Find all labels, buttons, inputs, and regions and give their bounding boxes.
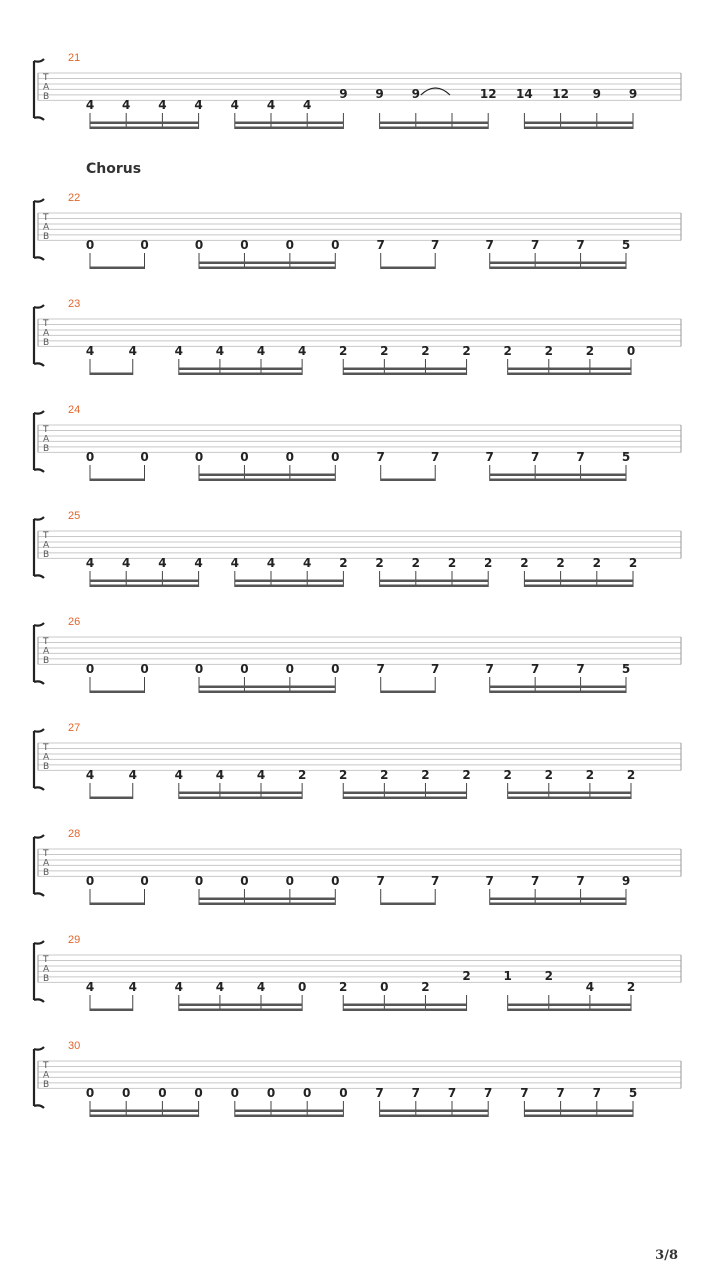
fret-number: 1 — [503, 969, 512, 983]
fret-number: 4 — [303, 556, 312, 570]
tab-letter-b: B — [43, 974, 50, 984]
fret-number: 2 — [544, 969, 553, 983]
fret-number: 7 — [447, 1086, 457, 1100]
fret-number: 4 — [256, 344, 266, 358]
fret-number: 7 — [485, 238, 494, 252]
fret-number: 12 — [479, 87, 497, 101]
tab-system-30 — [34, 1040, 681, 1117]
fret-number: 7 — [431, 450, 440, 464]
fret-number: 4 — [297, 344, 307, 358]
tab-letter-t: T — [43, 531, 49, 541]
beam — [90, 903, 145, 906]
fret-number: 4 — [303, 98, 312, 112]
tab-letter-b: B — [43, 92, 50, 102]
fret-number: 7 — [556, 1086, 565, 1100]
bar-number: 22 — [68, 192, 81, 204]
fret-number: 4 — [128, 344, 137, 358]
fret-number: 2 — [462, 768, 471, 782]
fret-number: 7 — [530, 662, 540, 676]
beam — [380, 122, 489, 125]
fret-number: 2 — [626, 980, 636, 994]
beam — [90, 1009, 133, 1012]
fret-number: 2 — [380, 768, 389, 782]
tab-letter-a: A — [43, 434, 50, 445]
fret-number: 0 — [331, 450, 340, 464]
fret-number: 7 — [431, 238, 440, 252]
fret-number: 7 — [485, 450, 494, 464]
fret-number: 2 — [556, 556, 565, 570]
beam — [90, 585, 199, 588]
beam — [343, 797, 466, 800]
fret-number: 0 — [140, 662, 149, 676]
beam — [490, 262, 626, 265]
fret-number: 0 — [240, 662, 249, 676]
page-number: 3/8 — [655, 1248, 678, 1263]
beam — [235, 580, 344, 583]
beam — [380, 1115, 489, 1118]
fret-number: 2 — [462, 969, 471, 983]
tab-letter-t: T — [43, 849, 49, 859]
beam — [199, 898, 335, 901]
beam — [179, 368, 302, 371]
fret-number: 0 — [285, 874, 295, 888]
fret-number: 2 — [421, 768, 430, 782]
fret-number: 0 — [285, 450, 295, 464]
fret-number: 7 — [530, 874, 540, 888]
tab-letter-b: B — [43, 232, 50, 242]
beam — [490, 903, 626, 906]
beam — [381, 479, 436, 482]
beam — [90, 479, 145, 482]
fret-number: 0 — [303, 1086, 312, 1100]
beam — [381, 691, 436, 694]
fret-number: 0 — [331, 874, 340, 888]
fret-number: 4 — [266, 556, 276, 570]
beam — [380, 1110, 489, 1113]
fret-number: 0 — [285, 238, 295, 252]
beam — [524, 1115, 633, 1118]
tab-letter-a: A — [43, 82, 50, 93]
beam — [343, 373, 466, 376]
fret-number: 2 — [339, 980, 348, 994]
fret-number: 7 — [576, 238, 585, 252]
fret-number: 2 — [297, 768, 307, 782]
fret-number: 0 — [85, 662, 95, 676]
fret-number: 4 — [158, 556, 167, 570]
fret-number: 0 — [194, 1086, 203, 1100]
fret-number: 7 — [485, 662, 494, 676]
fret-number: 4 — [215, 768, 225, 782]
fret-number: 0 — [140, 238, 149, 252]
tab-letter-a: A — [43, 222, 50, 233]
beam — [235, 127, 344, 130]
fret-number: 5 — [628, 1086, 638, 1100]
fret-number: 2 — [462, 344, 471, 358]
fret-number: 2 — [628, 556, 638, 570]
fret-number: 0 — [122, 1086, 131, 1100]
fret-number: 4 — [256, 768, 266, 782]
bar-number: 26 — [68, 616, 81, 628]
tab-letter-a: A — [43, 752, 50, 763]
fret-number: 4 — [194, 556, 203, 570]
fret-number: 7 — [576, 450, 585, 464]
tab-letter-t: T — [43, 213, 49, 223]
tab-letter-b: B — [43, 656, 50, 666]
fret-number: 5 — [621, 238, 631, 252]
beam — [179, 1004, 302, 1007]
tab-letter-b: B — [43, 338, 50, 348]
fret-number: 7 — [431, 874, 440, 888]
tab-system-27 — [34, 722, 681, 799]
beam — [179, 792, 302, 795]
fret-number: 2 — [411, 556, 420, 570]
beam — [199, 262, 335, 265]
fret-number: 0 — [266, 1086, 276, 1100]
beam — [179, 1009, 302, 1012]
beam — [508, 792, 631, 795]
fret-number: 4 — [215, 980, 225, 994]
beam — [90, 122, 199, 125]
tab-system-21 — [34, 52, 681, 129]
fret-number: 0 — [194, 874, 204, 888]
beam — [199, 691, 335, 694]
fret-number: 9 — [621, 874, 631, 888]
beam — [179, 797, 302, 800]
fret-number: 7 — [530, 450, 540, 464]
tab-letter-b: B — [43, 762, 50, 772]
fret-number: 0 — [230, 1086, 239, 1100]
bar-number: 24 — [68, 404, 81, 416]
beam — [90, 1110, 199, 1113]
fret-number: 9 — [375, 87, 384, 101]
fret-number: 2 — [484, 556, 493, 570]
beam — [381, 903, 436, 906]
beam — [343, 1004, 466, 1007]
tab-letter-t: T — [43, 637, 49, 647]
beam — [524, 122, 633, 125]
beam — [343, 792, 466, 795]
beam — [490, 479, 626, 482]
beam — [235, 585, 344, 588]
fret-number: 0 — [297, 980, 307, 994]
fret-number: 4 — [230, 556, 239, 570]
tab-system-29 — [34, 934, 681, 1011]
fret-number: 7 — [375, 1086, 384, 1100]
beam — [380, 580, 489, 583]
fret-number: 4 — [85, 556, 95, 570]
fret-number: 0 — [339, 1086, 348, 1100]
beam — [90, 373, 133, 376]
tab-letter-a: A — [43, 1070, 50, 1081]
fret-number: 2 — [585, 768, 595, 782]
fret-number: 4 — [122, 556, 131, 570]
fret-number: 7 — [576, 874, 585, 888]
fret-number: 4 — [85, 344, 95, 358]
fret-number: 2 — [592, 556, 601, 570]
fret-number: 0 — [240, 874, 249, 888]
beam — [343, 368, 466, 371]
fret-number: 0 — [85, 874, 95, 888]
bar-number: 25 — [68, 510, 81, 522]
fret-number: 9 — [339, 87, 348, 101]
fret-number: 0 — [140, 874, 149, 888]
fret-number: 2 — [339, 344, 348, 358]
fret-number: 4 — [266, 98, 276, 112]
fret-number: 4 — [85, 980, 95, 994]
fret-number: 4 — [585, 980, 595, 994]
beam — [508, 797, 631, 800]
tab-letter-a: A — [43, 540, 50, 551]
fret-number: 2 — [339, 768, 348, 782]
fret-number: 2 — [447, 556, 457, 570]
beam — [179, 373, 302, 376]
fret-number: 0 — [85, 450, 95, 464]
beam — [343, 1009, 466, 1012]
bar-number: 28 — [68, 828, 81, 840]
beam — [199, 267, 335, 270]
fret-number: 0 — [194, 450, 204, 464]
beam — [199, 903, 335, 906]
fret-number: 7 — [411, 1086, 420, 1100]
beam — [90, 1115, 199, 1118]
fret-number: 5 — [621, 450, 631, 464]
tab-system-22 — [34, 192, 681, 269]
fret-number: 7 — [376, 662, 385, 676]
beam — [380, 585, 489, 588]
beam — [508, 368, 631, 371]
bar-number: 29 — [68, 934, 81, 946]
tab-system-28 — [34, 828, 681, 905]
fret-number: 4 — [85, 768, 95, 782]
beam — [235, 122, 344, 125]
fret-number: 0 — [626, 344, 636, 358]
fret-number: 9 — [628, 87, 638, 101]
fret-number: 0 — [240, 450, 249, 464]
fret-number: 4 — [128, 980, 137, 994]
fret-number: 2 — [380, 344, 389, 358]
tab-letter-a: A — [43, 328, 50, 339]
fret-number: 0 — [380, 980, 389, 994]
tab-letter-b: B — [43, 444, 50, 454]
beam — [90, 267, 145, 270]
fret-number: 2 — [339, 556, 348, 570]
fret-number: 4 — [174, 344, 183, 358]
fret-number: 9 — [592, 87, 601, 101]
beam — [524, 580, 633, 583]
fret-number: 4 — [256, 980, 266, 994]
tab-letter-t: T — [43, 1061, 49, 1071]
beam — [524, 585, 633, 588]
beam — [90, 797, 133, 800]
beam — [508, 1009, 631, 1012]
fret-number: 14 — [516, 87, 533, 101]
bar-number: 23 — [68, 298, 81, 310]
beam — [235, 1110, 344, 1113]
beam — [90, 580, 199, 583]
fret-number: 2 — [421, 980, 430, 994]
beam — [508, 373, 631, 376]
fret-number: 4 — [122, 98, 131, 112]
fret-number: 4 — [215, 344, 225, 358]
fret-number: 5 — [621, 662, 631, 676]
tab-letter-t: T — [43, 73, 49, 83]
fret-number: 2 — [544, 344, 553, 358]
fret-number: 7 — [376, 238, 385, 252]
tab-letter-b: B — [43, 868, 50, 878]
fret-number: 2 — [544, 768, 553, 782]
bar-number: 27 — [68, 722, 81, 734]
beam — [490, 267, 626, 270]
tab-letter-t: T — [43, 319, 49, 329]
tab-letter-b: B — [43, 1080, 50, 1090]
fret-number: 0 — [331, 662, 340, 676]
beam — [235, 1115, 344, 1118]
beam — [380, 127, 489, 130]
fret-number: 2 — [520, 556, 529, 570]
tab-letter-t: T — [43, 425, 49, 435]
tab-letter-a: A — [43, 858, 50, 869]
fret-number: 9 — [411, 87, 420, 101]
beam — [199, 686, 335, 689]
tab-system-26 — [34, 616, 681, 693]
tab-letter-a: A — [43, 646, 50, 657]
beam — [90, 691, 145, 694]
tab-letter-b: B — [43, 550, 50, 560]
fret-number: 7 — [376, 450, 385, 464]
fret-number: 0 — [285, 662, 295, 676]
tab-system-23 — [34, 298, 681, 375]
fret-number: 0 — [85, 1086, 95, 1100]
fret-number: 2 — [421, 344, 430, 358]
fret-number: 0 — [194, 238, 204, 252]
beam — [490, 691, 626, 694]
fret-number: 0 — [194, 662, 204, 676]
fret-number: 2 — [626, 768, 636, 782]
fret-number: 2 — [585, 344, 595, 358]
beam — [490, 474, 626, 477]
beam — [381, 267, 436, 270]
beam — [524, 127, 633, 130]
tab-letter-a: A — [43, 964, 50, 975]
fret-number: 7 — [530, 238, 540, 252]
fret-number: 4 — [174, 768, 183, 782]
beam — [199, 474, 335, 477]
fret-number: 0 — [158, 1086, 167, 1100]
fret-number: 0 — [85, 238, 95, 252]
fret-number: 0 — [140, 450, 149, 464]
fret-number: 7 — [376, 874, 385, 888]
fret-number: 4 — [230, 98, 239, 112]
tab-letter-t: T — [43, 743, 49, 753]
beam — [524, 1110, 633, 1113]
fret-number: 2 — [503, 768, 512, 782]
fret-number: 7 — [576, 662, 585, 676]
fret-number: 2 — [503, 344, 512, 358]
section-label-chorus: Chorus — [86, 161, 142, 177]
fret-number: 4 — [85, 98, 95, 112]
fret-number: 4 — [158, 98, 167, 112]
beam — [90, 127, 199, 130]
beam — [490, 898, 626, 901]
fret-number: 7 — [431, 662, 440, 676]
beam — [508, 1004, 631, 1007]
fret-number: 0 — [331, 238, 340, 252]
fret-number: 2 — [375, 556, 384, 570]
fret-number: 4 — [174, 980, 183, 994]
bar-number: 30 — [68, 1040, 81, 1052]
fret-number: 4 — [128, 768, 137, 782]
fret-number: 7 — [520, 1086, 529, 1100]
fret-number: 7 — [592, 1086, 601, 1100]
bar-number: 21 — [68, 52, 81, 64]
beam — [199, 479, 335, 482]
fret-number: 0 — [240, 238, 249, 252]
tab-system-25 — [34, 510, 681, 587]
fret-number: 7 — [485, 874, 494, 888]
tab-letter-t: T — [43, 955, 49, 965]
fret-number: 7 — [484, 1086, 493, 1100]
fret-number: 4 — [194, 98, 203, 112]
tab-system-24 — [34, 404, 681, 481]
fret-number: 12 — [552, 87, 569, 101]
beam — [490, 686, 626, 689]
